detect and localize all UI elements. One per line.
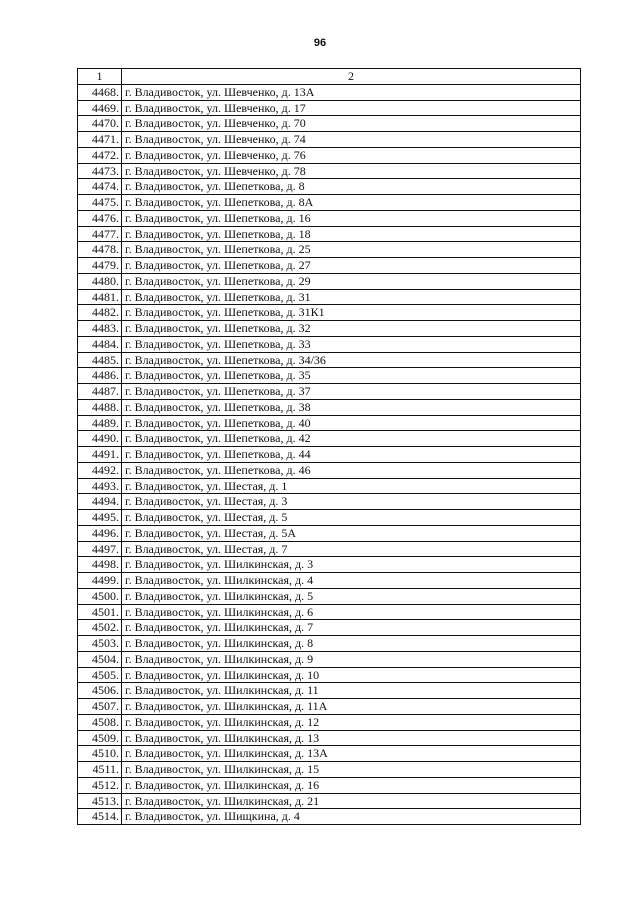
row-number: 4479. [78,258,122,274]
table-row [78,510,581,526]
row-address: г. Владивосток, ул. Шилкинская, д. 21 [122,793,581,809]
row-number: 4503. [78,636,122,652]
table-row [78,242,581,258]
row-number: 4495. [78,510,122,526]
row-address: г. Владивосток, ул. Шилкинская, д. 11 [122,683,581,699]
table-row [78,368,581,384]
table-row [78,746,581,762]
row-address: г. Владивосток, ул. Шестая, д. 3 [122,494,581,510]
row-address: г. Владивосток, ул. Шепеткова, д. 29 [122,273,581,289]
row-address: г. Владивосток, ул. Шестая, д. 7 [122,541,581,557]
row-number: 4470. [78,116,122,132]
table-row [78,730,581,746]
row-address: г. Владивосток, ул. Шилкинская, д. 6 [122,604,581,620]
table-row [78,195,581,211]
row-address: г. Владивосток, ул. Шевченко, д. 74 [122,132,581,148]
row-number: 4507. [78,699,122,715]
row-number: 4497. [78,541,122,557]
row-number: 4493. [78,478,122,494]
table-row [78,273,581,289]
row-number: 4496. [78,525,122,541]
table-body [78,84,581,824]
table-row [78,809,581,825]
row-number: 4512. [78,777,122,793]
table-row [78,699,581,715]
row-number: 4491. [78,447,122,463]
row-number: 4499. [78,573,122,589]
row-number: 4475. [78,195,122,211]
table-row [78,573,581,589]
row-address: г. Владивосток, ул. Шепеткова, д. 18 [122,226,581,242]
row-number: 4478. [78,242,122,258]
table-header-row [78,69,581,85]
row-address: г. Владивосток, ул. Шилкинская, д. 10 [122,667,581,683]
row-number: 4490. [78,431,122,447]
table-row [78,210,581,226]
row-address: г. Владивосток, ул. Шилкинская, д. 9 [122,651,581,667]
row-address: г. Владивосток, ул. Шепеткова, д. 32 [122,321,581,337]
table-row [78,84,581,100]
table-row [78,604,581,620]
row-number: 4500. [78,588,122,604]
table-row [78,147,581,163]
table-row [78,620,581,636]
table-row [78,762,581,778]
row-number: 4485. [78,352,122,368]
table-row [78,179,581,195]
row-number: 4511. [78,762,122,778]
row-number: 4504. [78,651,122,667]
row-number: 4483. [78,321,122,337]
row-address: г. Владивосток, ул. Шевченко, д. 70 [122,116,581,132]
row-number: 4514. [78,809,122,825]
table-row [78,321,581,337]
row-address: г. Владивосток, ул. Шестая, д. 5 [122,510,581,526]
row-address: г. Владивосток, ул. Шепеткова, д. 8 [122,179,581,195]
row-number: 4501. [78,604,122,620]
table-row [78,541,581,557]
row-number: 4473. [78,163,122,179]
table-row [78,714,581,730]
page-number: 96 [313,37,327,49]
row-number: 4506. [78,683,122,699]
row-address: г. Владивосток, ул. Шепеткова, д. 40 [122,415,581,431]
row-address: г. Владивосток, ул. Шилкинская, д. 5 [122,588,581,604]
row-address: г. Владивосток, ул. Шепеткова, д. 38 [122,399,581,415]
row-number: 4484. [78,336,122,352]
row-address: г. Владивосток, ул. Шевченко, д. 78 [122,163,581,179]
column-header-number: 1 [78,69,122,85]
table-row [78,415,581,431]
row-address: г. Владивосток, ул. Шилкинская, д. 13 [122,730,581,746]
table-row [78,494,581,510]
row-address: г. Владивосток, ул. Шепеткова, д. 31 [122,289,581,305]
table-row [78,557,581,573]
table-row [78,132,581,148]
row-address: г. Владивосток, ул. Шепеткова, д. 33 [122,336,581,352]
table-row [78,100,581,116]
row-address: г. Владивосток, ул. Шепеткова, д. 34/36 [122,352,581,368]
row-address: г. Владивосток, ул. Шилкинская, д. 4 [122,573,581,589]
table-row [78,777,581,793]
table-row [78,116,581,132]
address-table [77,68,581,825]
row-number: 4474. [78,179,122,195]
row-address: г. Владивосток, ул. Шепеткова, д. 35 [122,368,581,384]
table-row [78,588,581,604]
table-row [78,431,581,447]
row-number: 4469. [78,100,122,116]
table-row [78,384,581,400]
row-number: 4488. [78,399,122,415]
row-number: 4502. [78,620,122,636]
row-number: 4486. [78,368,122,384]
row-address: г. Владивосток, ул. Шилкинская, д. 7 [122,620,581,636]
row-address: г. Владивосток, ул. Шилкинская, д. 3 [122,557,581,573]
row-number: 4489. [78,415,122,431]
table-row [78,636,581,652]
row-address: г. Владивосток, ул. Шепеткова, д. 27 [122,258,581,274]
row-number: 4477. [78,226,122,242]
table-row [78,305,581,321]
row-address: г. Владивосток, ул. Шилкинская, д. 11А [122,699,581,715]
table-row [78,651,581,667]
row-address: г. Владивосток, ул. Шепеткова, д. 44 [122,447,581,463]
row-address: г. Владивосток, ул. Шепеткова, д. 42 [122,431,581,447]
table-row [78,336,581,352]
row-number: 4505. [78,667,122,683]
row-number: 4494. [78,494,122,510]
row-number: 4471. [78,132,122,148]
table-row [78,258,581,274]
table-row [78,447,581,463]
row-address: г. Владивосток, ул. Шепеткова, д. 16 [122,210,581,226]
row-number: 4510. [78,746,122,762]
row-number: 4476. [78,210,122,226]
row-number: 4513. [78,793,122,809]
row-number: 4481. [78,289,122,305]
table-row [78,163,581,179]
row-number: 4498. [78,557,122,573]
row-number: 4509. [78,730,122,746]
row-number: 4508. [78,714,122,730]
row-address: г. Владивосток, ул. Шилкинская, д. 16 [122,777,581,793]
table-row [78,793,581,809]
row-address: г. Владивосток, ул. Шевченко, д. 76 [122,147,581,163]
row-number: 4468. [78,84,122,100]
table-row [78,289,581,305]
row-number: 4472. [78,147,122,163]
table-row [78,226,581,242]
row-number: 4487. [78,384,122,400]
row-address: г. Владивосток, ул. Шевченко, д. 13А [122,84,581,100]
table-row [78,683,581,699]
row-address: г. Владивосток, ул. Шилкинская, д. 13А [122,746,581,762]
table-row [78,525,581,541]
row-address: г. Владивосток, ул. Шестая, д. 5А [122,525,581,541]
row-number: 4482. [78,305,122,321]
row-number: 4492. [78,462,122,478]
table-row [78,462,581,478]
row-address: г. Владивосток, ул. Шепеткова, д. 31К1 [122,305,581,321]
row-address: г. Владивосток, ул. Шепеткова, д. 46 [122,462,581,478]
row-address: г. Владивосток, ул. Шепеткова, д. 25 [122,242,581,258]
row-address: г. Владивосток, ул. Шилкинская, д. 12 [122,714,581,730]
table-row [78,399,581,415]
row-address: г. Владивосток, ул. Шестая, д. 1 [122,478,581,494]
row-address: г. Владивосток, ул. Шилкинская, д. 15 [122,762,581,778]
row-number: 4480. [78,273,122,289]
row-address: г. Владивосток, ул. Шепеткова, д. 8А [122,195,581,211]
table-row [78,478,581,494]
table-row [78,667,581,683]
row-address: г. Владивосток, ул. Шевченко, д. 17 [122,100,581,116]
table-row [78,352,581,368]
row-address: г. Владивосток, ул. Шилкинская, д. 8 [122,636,581,652]
column-header-address: 2 [122,69,581,85]
row-address: г. Владивосток, ул. Шищкина, д. 4 [122,809,581,825]
row-address: г. Владивосток, ул. Шепеткова, д. 37 [122,384,581,400]
